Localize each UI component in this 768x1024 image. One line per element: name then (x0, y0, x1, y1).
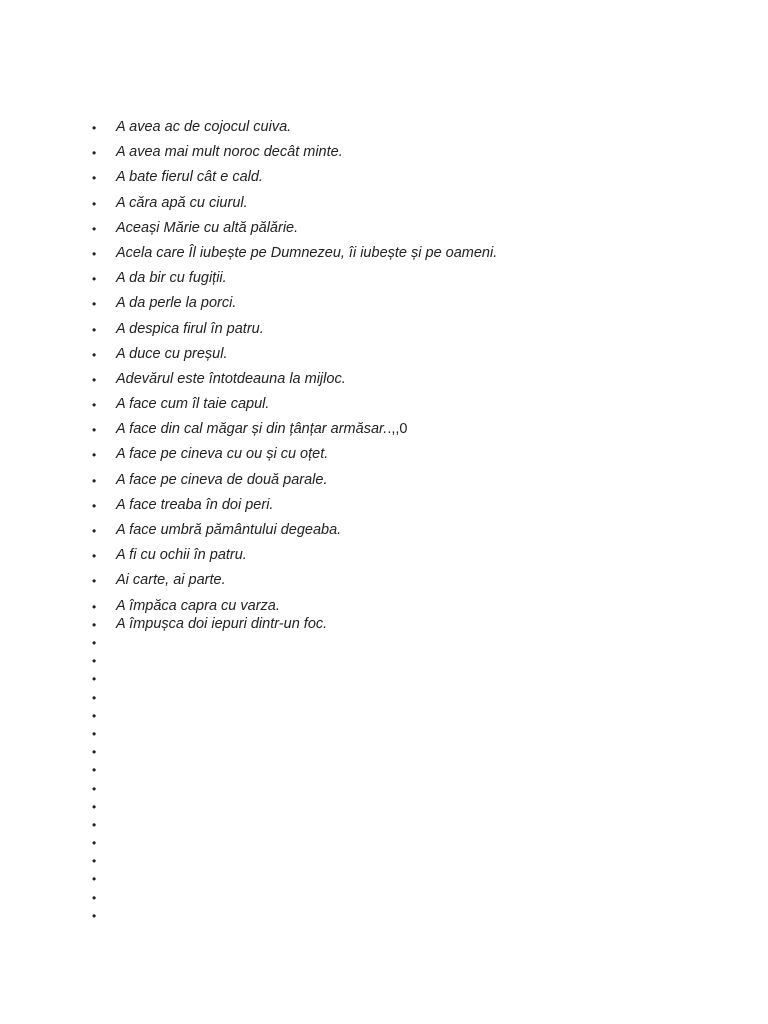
list-item (90, 520, 730, 545)
bullet-icon: • (92, 890, 97, 905)
list-item-text: A face cum îl taie capul. (116, 396, 270, 413)
bullet-icon: • (92, 763, 97, 778)
bullet-icon: • (92, 836, 97, 851)
list-item (90, 470, 730, 495)
empty-list-item (90, 870, 130, 888)
empty-list-item (90, 670, 130, 688)
bullet-icon: • (92, 690, 97, 705)
list-item-text: A face pe cineva de două parale. (116, 471, 328, 488)
empty-bullet-list (90, 634, 130, 925)
bullet-icon: • (92, 672, 97, 687)
empty-list-item (90, 852, 130, 870)
list-item (90, 545, 730, 570)
list-item (90, 419, 730, 444)
list-item-text: A avea mai mult noroc decât minte. (116, 144, 343, 161)
list-item (90, 218, 730, 243)
list-item-text: A căra apă cu ciurul. (116, 194, 248, 211)
list-item (90, 596, 730, 614)
list-item-text: Aceași Mărie cu altă pălărie. (116, 219, 299, 236)
list-item-text: Ai carte, ai parte. (116, 572, 226, 589)
bullet-icon: • (92, 121, 97, 135)
empty-list-item (90, 725, 130, 743)
empty-list-item (90, 834, 130, 852)
list-item (90, 344, 730, 369)
list-item (90, 319, 730, 344)
bullet-icon: • (92, 297, 97, 312)
list-item-text: A da bir cu fugiții. (116, 270, 227, 287)
bullet-icon: • (92, 398, 97, 413)
list-item-text: A face din cal măgar și din țânțar armăsar. (116, 421, 388, 438)
bullet-icon: • (92, 171, 97, 186)
list-item (90, 243, 730, 268)
empty-list-item (90, 816, 130, 834)
bullet-icon: • (92, 524, 97, 538)
list-item (90, 293, 730, 318)
stray-suffix-text: .,,0 (387, 421, 408, 438)
bullet-icon: • (92, 448, 97, 463)
empty-list-item (90, 707, 130, 725)
bullet-icon: • (92, 423, 97, 438)
list-item (90, 142, 730, 167)
bullet-icon: • (92, 322, 97, 337)
bullet-icon: • (92, 799, 97, 814)
bullet-icon: • (92, 908, 97, 923)
list-item (90, 570, 730, 595)
bullet-icon: • (92, 745, 97, 760)
list-item-text: A face umbră pământului degeaba. (116, 522, 342, 538)
list-item (90, 117, 730, 142)
empty-list-item (90, 889, 130, 907)
bullet-icon: • (92, 549, 97, 564)
bullet-icon: • (92, 347, 97, 362)
empty-list-item (90, 743, 130, 761)
bullet-icon: • (92, 708, 97, 723)
list-item (90, 444, 730, 469)
list-item (90, 394, 730, 419)
bullet-icon: • (92, 636, 97, 650)
list-item (90, 614, 730, 639)
empty-list-item (90, 634, 130, 652)
bullet-icon: • (92, 146, 97, 161)
bullet-icon: • (92, 574, 97, 589)
list-item (90, 167, 730, 192)
list-item-text: A împăca capra cu varza. (116, 597, 280, 614)
bullet-icon: • (92, 726, 97, 741)
bullet-icon: • (92, 196, 97, 211)
bullet-icon: • (92, 221, 97, 236)
list-item-text: A duce cu preșul. (116, 345, 228, 362)
list-item-text: A fi cu ochii în patru. (116, 547, 247, 564)
bullet-icon: • (92, 599, 97, 614)
list-item-text: A bate fierul cât e cald. (116, 169, 263, 186)
list-item-text: Acela care Îl iubește pe Dumnezeu, îi iubește și pe oameni. (116, 244, 498, 261)
list-item (90, 369, 730, 394)
bullet-icon: • (92, 654, 97, 669)
proverb-list (90, 117, 730, 639)
empty-list-item (90, 761, 130, 779)
list-item-text: A da perle la porci. (116, 295, 237, 312)
list-item-text: A împușca doi iepuri dintr-un foc. (116, 615, 328, 632)
list-item-text: Adevărul este întotdeauna la mijloc. (116, 370, 346, 387)
list-item-text: A avea ac de cojocul cuiva. (116, 119, 292, 135)
bullet-icon: • (92, 854, 97, 869)
bullet-icon: • (92, 246, 97, 261)
list-item-text: A despica firul în patru. (116, 320, 264, 337)
bullet-icon: • (92, 473, 97, 488)
empty-list-item (90, 798, 130, 816)
bullet-icon: • (92, 272, 97, 287)
bullet-icon: • (92, 498, 97, 513)
bullet-icon: • (92, 781, 97, 796)
empty-list-item (90, 907, 130, 925)
bullet-icon: • (92, 872, 97, 887)
bullet-icon: • (92, 617, 97, 632)
list-item (90, 268, 730, 293)
list-item-text: A face pe cineva cu ou și cu oțet. (116, 446, 329, 463)
empty-list-item (90, 689, 130, 707)
empty-list-item (90, 652, 130, 670)
list-item (90, 495, 730, 520)
bullet-icon: • (92, 372, 97, 387)
bullet-icon: • (92, 817, 97, 832)
empty-list-item (90, 780, 130, 798)
list-item (90, 193, 730, 218)
list-item-text: A face treaba în doi peri. (116, 496, 274, 513)
